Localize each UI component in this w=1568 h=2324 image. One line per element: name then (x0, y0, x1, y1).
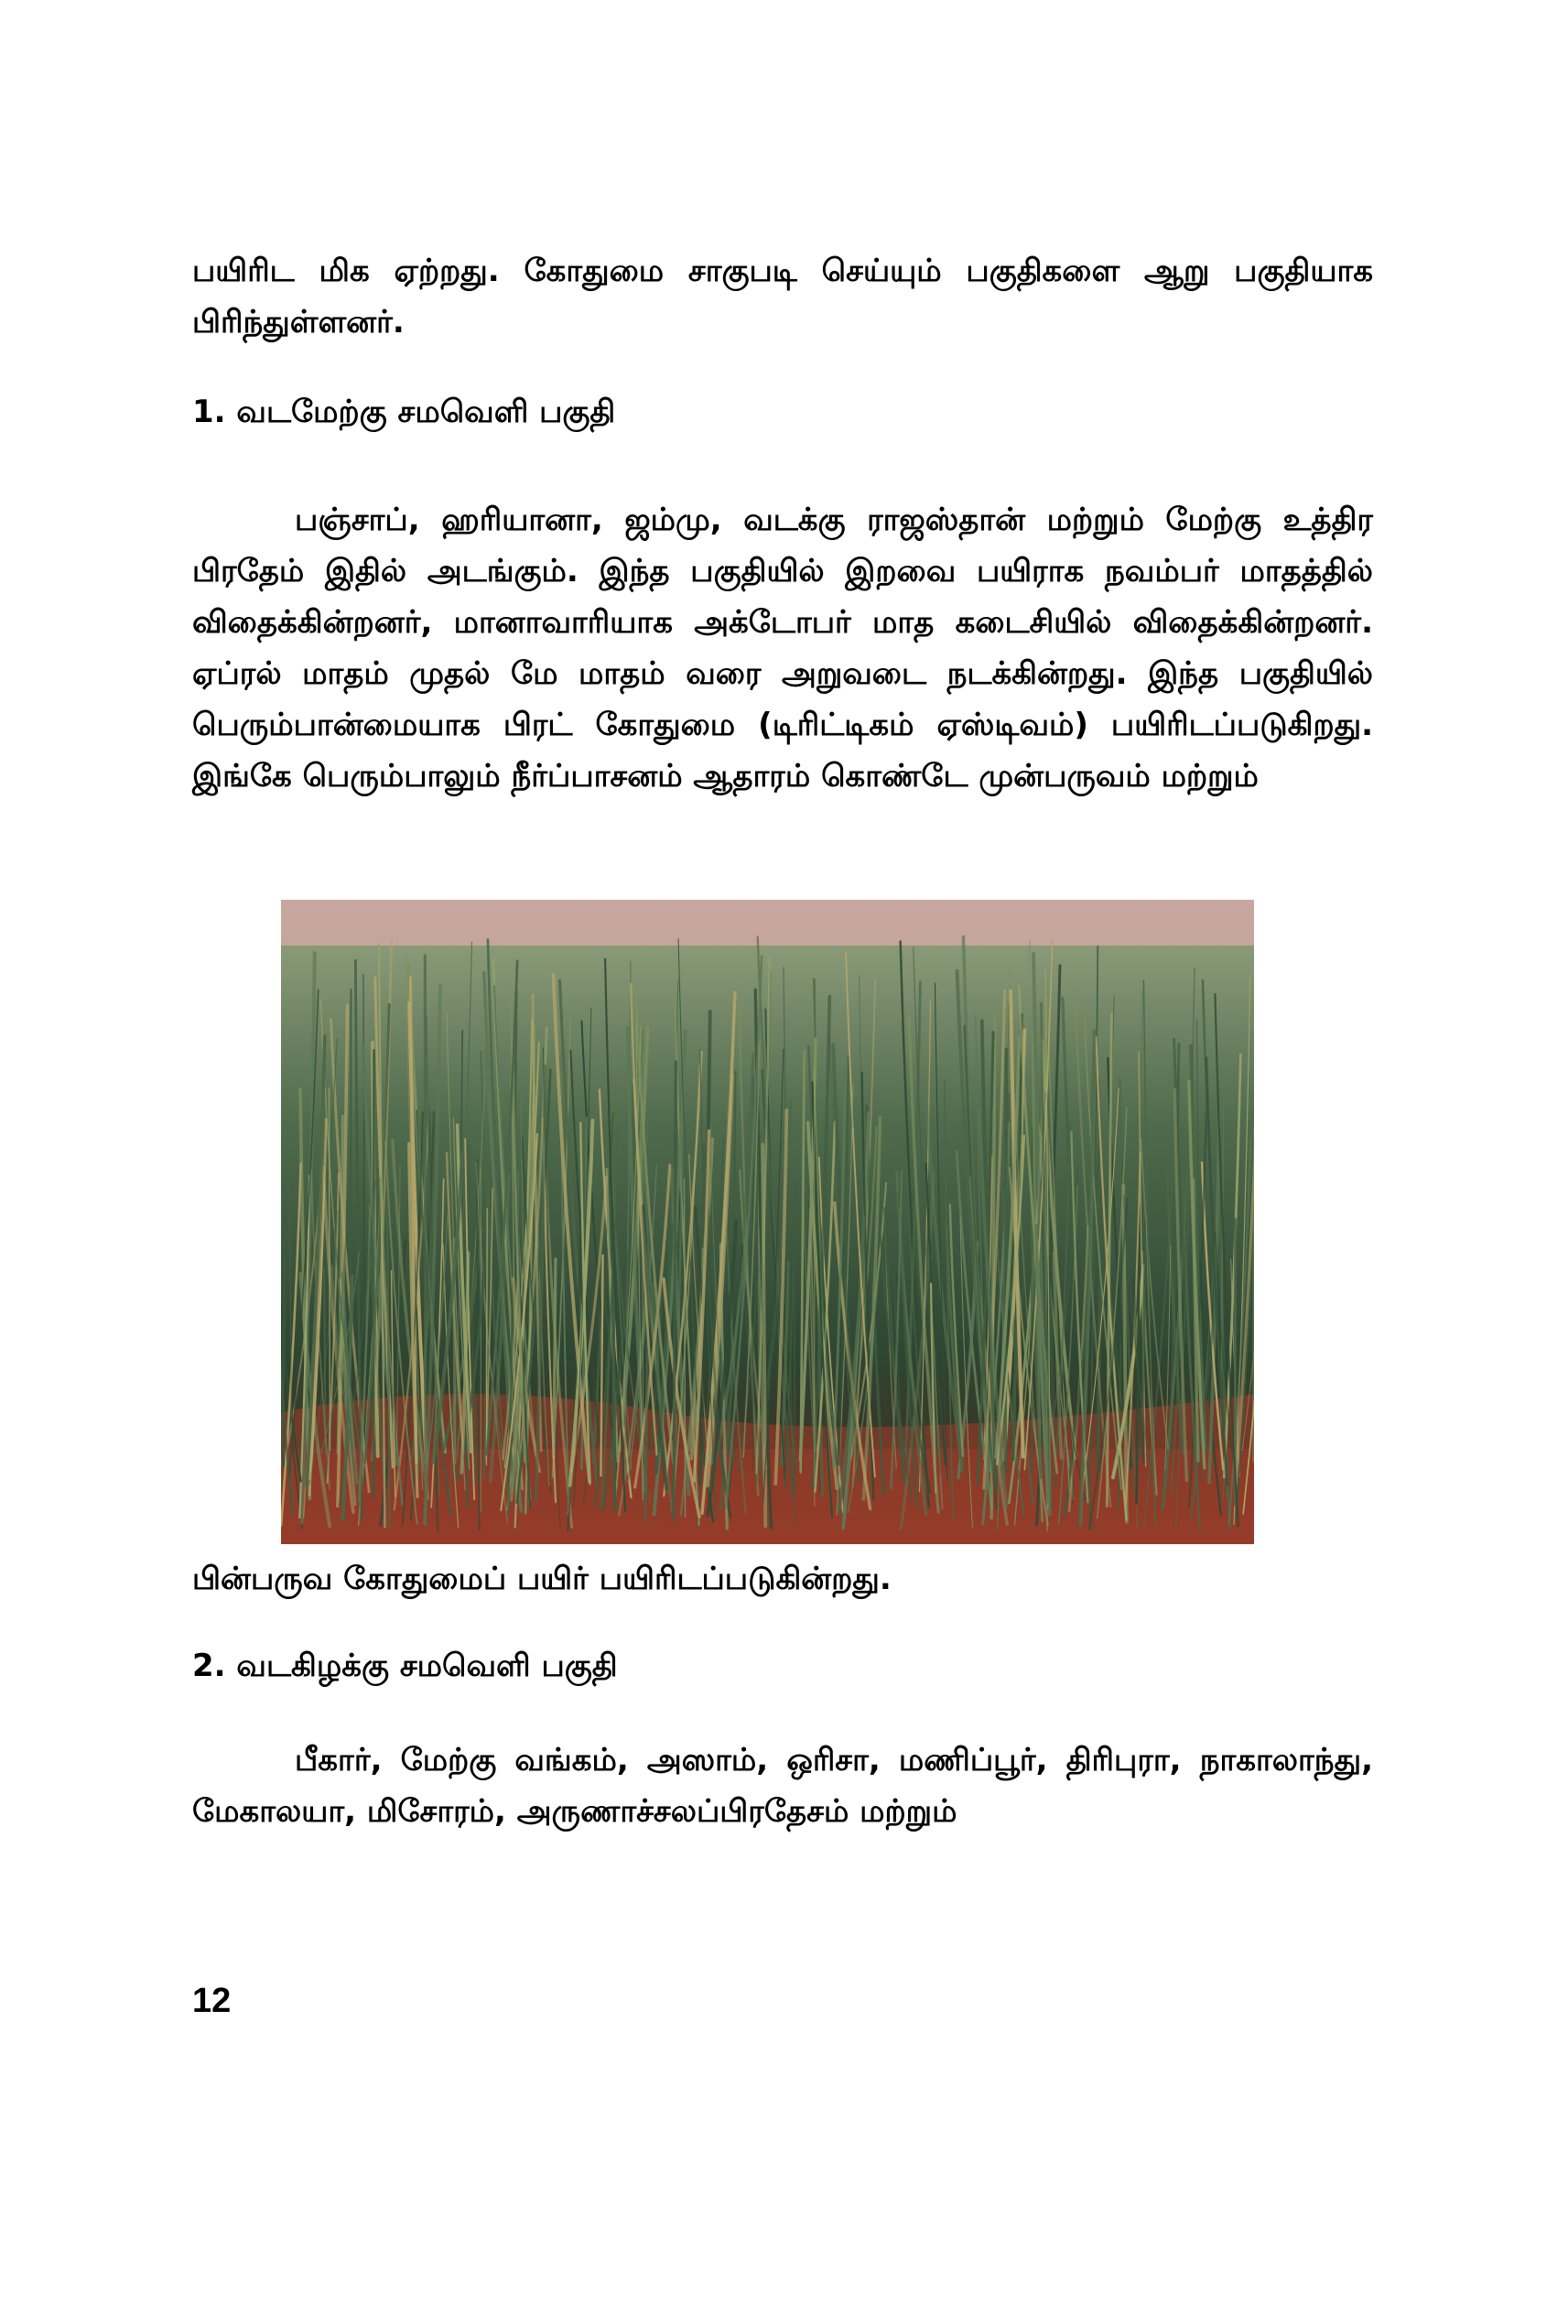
intro-paragraph: பயிரிட மிக ஏற்றது. கோதுமை சாகுபடி செய்யும் பகுதிகளை ஆறு பகுதியாக பிரிந்துள்ளனர். (192, 253, 1373, 340)
section-2-paragraph: பீகார், மேற்கு வங்கம், அஸாம், ஒரிசா, மணிப்பூர், திரிபுரா, நாகாலாந்து, மேகாலயா, மிசோரம், அருணாச்சலப்பிரதேசம் மற்றும் (192, 1742, 1373, 1830)
wheat-field-photo (281, 900, 1254, 1544)
photo-caption: பின்பருவ கோதுமைப் பயிர் பயிரிடப்படுகின்றது. (192, 1561, 892, 1597)
wheat-field-illustration (281, 900, 1254, 1544)
section-1-paragraph: பஞ்சாப், ஹரியானா, ஜம்மு, வடக்கு ராஜஸ்தான் மற்றும் மேற்கு உத்திர பிரதேம் இதில் அடங்கும். இந்த பகுதியில் இறவை பயிராக நவம்பர் மாதத்தில் விதைக்கின்றனர், மானாவாரியாக அக்டோபர் மாத கடைசியில் விதைக்கின்றனர். ஏப்ரல் மாதம் முதல் மே மாதம் வரை அறுவடை நடக்கின்றது. இந்த பகுதியில் பெரும்பான்மையாக பிரட் கோதுமை (டிரிட்டிகம் ஏஸ்டிவம்) பயிரிடப்படுகிறது. இங்கே பெரும்பாலும் நீர்ப்பாசனம் ஆதாரம் கொண்டே முன்பருவம் மற்றும் (192, 502, 1373, 794)
page-number: 12 (192, 1982, 232, 2020)
section-2-heading: 2. வடகிழக்கு சமவெளி பகுதி (192, 1648, 618, 1684)
section-1-heading: 1. வடமேற்கு சமவெளி பகுதி (192, 394, 616, 430)
